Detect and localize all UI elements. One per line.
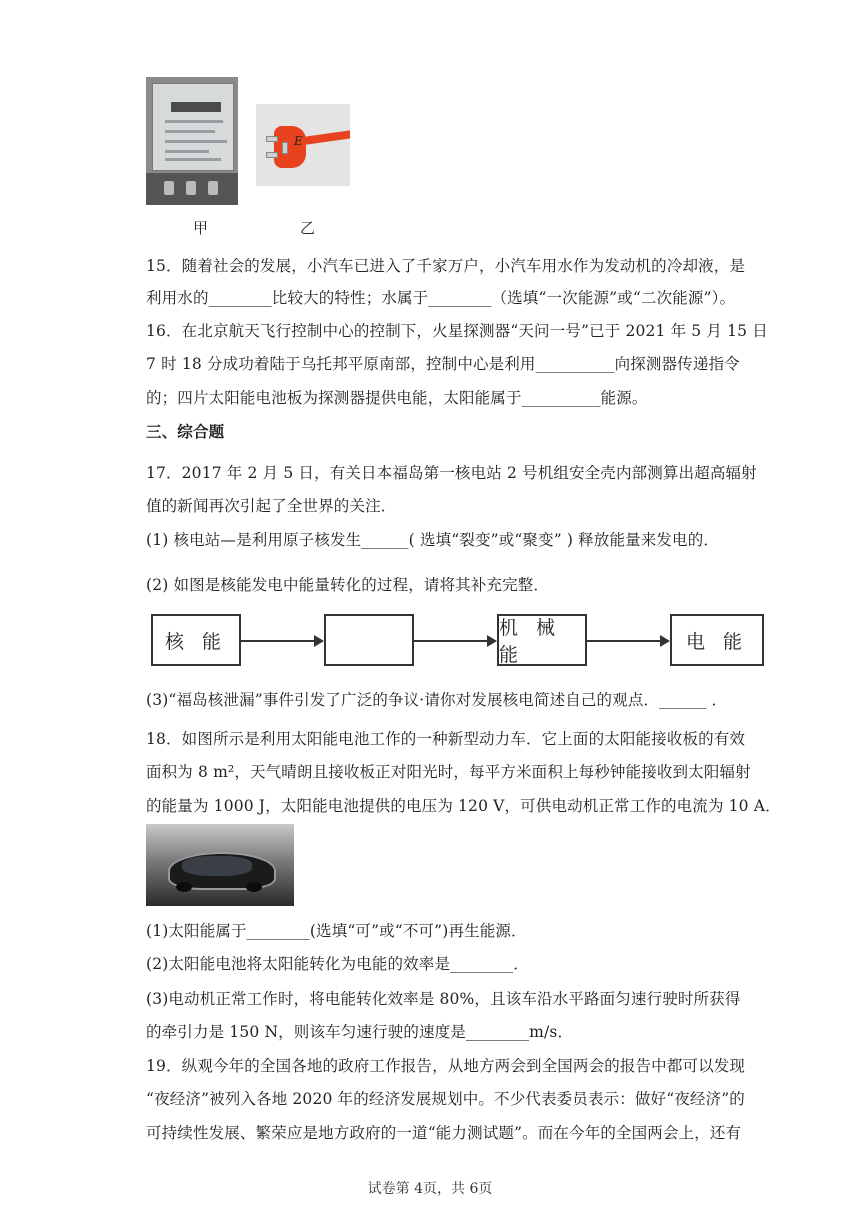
flow-arrowhead-3 bbox=[660, 635, 670, 647]
q18-part-3-line-1: (3)电动机正常工作时，将电能转化效率是 80%，且该车沿水平路面匀速行驶时所获得 bbox=[146, 990, 741, 1008]
flow-box-mechanical-energy: 机 械 能 bbox=[497, 614, 587, 666]
electricity-meter-image bbox=[146, 77, 238, 205]
flow-arrow-3 bbox=[587, 640, 661, 642]
flow-arrow-2 bbox=[414, 640, 488, 642]
q15-line-1: 15．随着社会的发展，小汽车已进入了千家万户，小汽车用水作为发动机的冷却液，是 bbox=[146, 257, 746, 275]
q16-line-2: 7 时 18 分成功着陆于乌托邦平原南部，控制中心是利用__________向探测器传递指令 bbox=[146, 355, 740, 373]
q16-line-3: 的；四片太阳能电池板为探测器提供电能，太阳能属于__________能源。 bbox=[146, 389, 648, 407]
flow-box-electrical-energy: 电 能 bbox=[670, 614, 764, 666]
flow-arrowhead-1 bbox=[314, 635, 324, 647]
section-heading: 三、综合题 bbox=[146, 422, 225, 441]
q17-part-3: (3)“福岛核泄漏”事件引发了广泛的争议·请你对发展核电简述自己的观点．______ ． bbox=[146, 691, 728, 709]
q18-line-2: 面积为 8 m²，天气晴朗且接收板正对阳光时，每平方米面积上每秒钟能接收到太阳辐射 bbox=[146, 763, 751, 781]
q19-line-3: 可持续性发展、繁荣应是地方政府的一道“能力测试题”。而在今年的全国两会上，还有 bbox=[146, 1124, 742, 1142]
page-footer: 试卷第 4页，共 6页 bbox=[367, 1181, 493, 1197]
q16-line-1: 16．在北京航天飞行控制中心的控制下，火星探测器“天问一号”已于 2021 年 5 月 15 日 bbox=[146, 322, 768, 340]
q15-line-2: 利用水的________比较大的特性；水属于________（选填“一次能源”或“二次能源”）。 bbox=[146, 289, 736, 307]
q18-part-2: (2)太阳能电池将太阳能转化为电能的效率是________． bbox=[146, 955, 529, 973]
q17-line-1: 17．2017 年 2 月 5 日，有关日本福岛第一核电站 2 号机组安全壳内部测算出超高辐射 bbox=[146, 464, 757, 482]
meter-caption: 甲 bbox=[193, 219, 209, 237]
q19-line-1: 19．纵观今年的全国各地的政府工作报告，从地方两会到全国两会的报告中都可以发现 bbox=[146, 1057, 746, 1075]
q17-part-2: (2) 如图是核能发电中能量转化的过程，请将其补充完整． bbox=[146, 576, 550, 594]
q18-part-3-line-2: 的牵引力是 150 N，则该车匀速行驶的速度是________m/s． bbox=[146, 1023, 574, 1041]
flow-arrow-1 bbox=[241, 640, 315, 642]
flow-box-blank bbox=[324, 614, 414, 666]
flow-box-nuclear-energy: 核 能 bbox=[151, 614, 241, 666]
solar-car-image bbox=[146, 824, 294, 906]
q17-part-1: (1) 核电站—是利用原子核发生______( 选填“裂变”或“聚变” ) 释放能量来发电的． bbox=[146, 531, 720, 549]
three-pin-plug-image bbox=[256, 104, 350, 186]
plug-caption: 乙 bbox=[300, 219, 316, 237]
flow-arrowhead-2 bbox=[487, 635, 497, 647]
q18-line-1: 18．如图所示是利用太阳能电池工作的一种新型动力车．它上面的太阳能接收板的有效 bbox=[146, 730, 746, 748]
q18-part-1: (1)太阳能属于________(选填“可”或“不可”)再生能源． bbox=[146, 922, 527, 940]
q17-line-2: 值的新闻再次引起了全世界的关注． bbox=[146, 497, 397, 515]
q18-line-3: 的能量为 1000 J，太阳能电池提供的电压为 120 V，可供电动机正常工作的电流为 10 A． bbox=[146, 797, 781, 815]
q19-line-2: “夜经济”被列入各地 2020 年的经济发展规划中。不少代表委员表示：做好“夜经济”的 bbox=[146, 1090, 745, 1108]
plug-label-e: E bbox=[294, 134, 303, 148]
